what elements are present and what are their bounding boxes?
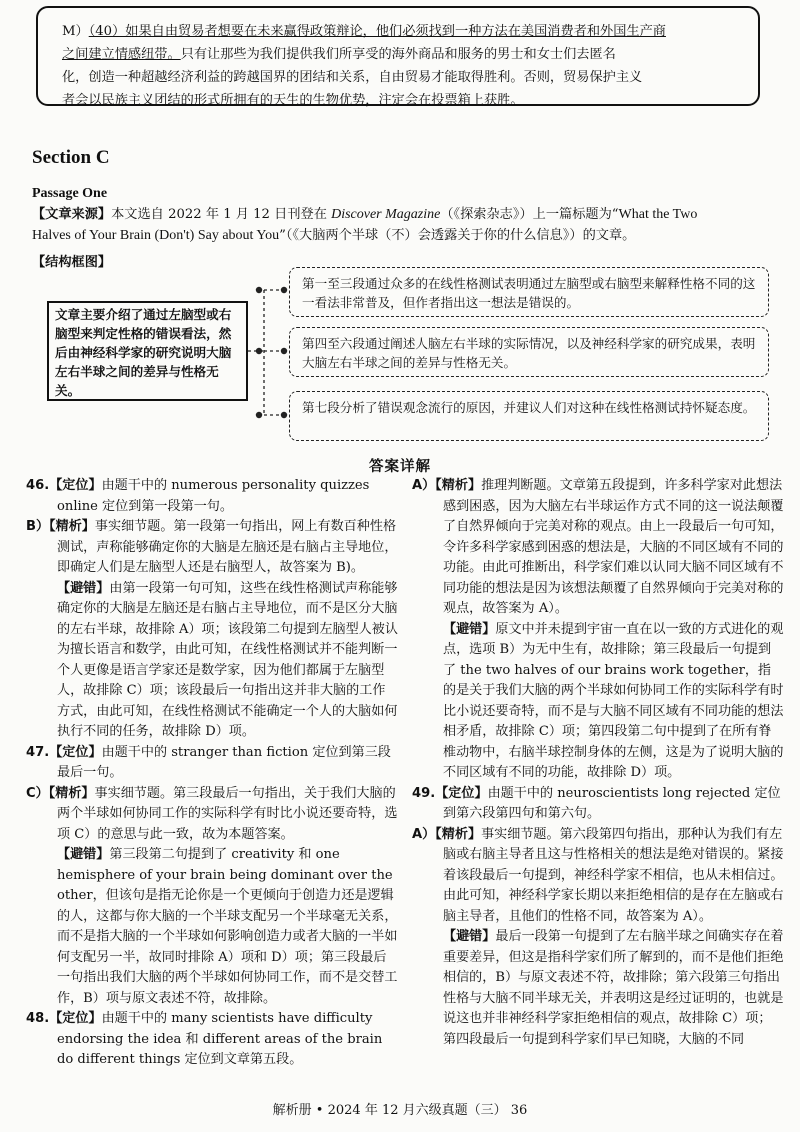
answer-paragraph: 46.【定位】由题干中的 numerous personality quizzes online 定位到第一段第一句。: [26, 478, 370, 514]
box-line-3: 化，创造一种超越经济利益的跨越国界的团结和关系，自由贸易才能取得胜利。否则，贸易保护主义: [62, 70, 643, 85]
structure-box-3: 第七段分析了错误观念流行的原因，并建议人们对这种在线性格测试持怀疑态度。: [289, 391, 769, 441]
answer-paragraph: 48.【定位】由题干中的 many scientists have difficulty endorsing the idea 和 different areas of the brain do different things 定位到文章第五段。: [26, 1011, 383, 1067]
right-column: [412, 476, 784, 1050]
page-footer: 解析册 • 2024 年 12 月六级真题（三） 36: [272, 1103, 528, 1118]
structure-main-box: 文章主要介绍了通过左脑型或右脑型来判定性格的错误看法，然后由神经科学家的研究说明大脑左右半球之间的差异与性格无关。: [47, 301, 248, 401]
previous-answer-box: [36, 6, 760, 106]
left-column: [26, 476, 398, 1071]
answer-paragraph: 【避错】第三段第二句提到了 creativity 和 one hemisphere of your brain being dominant over the other，但该句是指无论你是一个更倾向于创造力还是逻辑的人，这都与你大脑的一个半球支配另一个半球毫无关系，而不是指大脑的一个半球如何影响创造力或者大脑的一半如何支配另一半，故同时排除 A）项和 D）项；第三段最后一句指出我们大脑的两个半球如何协同工作，而不是交替工作，B）项与原文表述不符，故排除。: [57, 847, 398, 1006]
answer-paragraph: 49.【定位】由题干中的 neuroscientists long rejected 定位到第六段第四句和第六句。: [412, 785, 781, 821]
structure-box-2: 第四至六段通过阐述人脑左右半球的实际情况，以及神经科学家的研究成果，表明大脑左右半球之间的差异与性格无关。: [289, 327, 769, 377]
box-line-4: 者会以民族主义团结的形式所拥有的天生的生物优势，注定会在投票箱上获胜。: [62, 93, 524, 108]
answer-paragraph: 【避错】由第一段第一句可知，这些在线性格测试声称能够确定你的大脑是左脑还是右脑占主导地位，而不是区分大脑的左右半球，故排除 A）项；该段第二句提到左脑型人被认为擅长语言和数学，由此可知，在线性格测试并不能判断一个人更像是语言学家还是数学家，因为他们都属于左脑型人，故排除 C）项；该段最后一句指出这并非大脑的工作方式，由此可知，在线性格测试不能确定一个人的大脑如何执行不同的任务，故排除 D）项。: [57, 580, 398, 739]
answer-title: 答案详解: [369, 459, 431, 475]
article-source: 【文章来源】本文选自 2022 年 1 月 12 日刊登在 Discover Magazine（《探索杂志》）上一篇标题为“What the Two Halves of Your Brain (Don't) Say about You”（《大脑两个半球（不）会透露关于你的什么信息》）的文章。: [32, 207, 698, 243]
structure-label: 【结构框图】: [32, 255, 112, 270]
answer-paragraph: 【避错】原文中并未提到宇宙一直在以一致的方式进化的观点，选项 B）为无中生有，故排除；第三段最后一句提到了 the two halves of our brains work together，指的是关于我们大脑的两个半球如何协同工作的实际科学有时比小说还要奇特，而不是与大脑不同区域有不同功能的想法相矛盾，故排除 C）项；第四段第二句中提到了在所有脊椎动物中，右脑半球控制身体的左侧，这是为了说明大脑的不同区域有不同的功能，故排除 D）项。: [443, 621, 784, 780]
answer-paragraph: 【避错】最后一段第一句提到了左右脑半球之间确实存在着重要差异，但这是指科学家们所了解到的，而不是他们拒绝相信的，B）与原文表述不符，故排除；第六段第三句指出性格与大脑不同半球无关，并表明这是经过证明的，也就是说这也并非神经科学家拒绝相信的观点，故排除 C）项；第四段最后一句提到科学家们早已知晓，大脑的不同: [443, 929, 784, 1047]
answer-paragraph: C）【精析】事实细节题。第三段最后一句指出，关于我们大脑的两个半球如何协同工作的实际科学有时比小说还要奇特，选项 C）的意思与此一致，故为本题答案。: [26, 785, 398, 842]
section-title: Section C: [32, 147, 110, 168]
answer-paragraph: B）【精析】事实细节题。第一段第一句指出，网上有数百种性格测试，声称能够确定你的大脑是左脑还是右脑占主导地位，即确定人们是左脑型人还是右脑型人，故答案为 B)。: [26, 519, 398, 575]
answer-paragraph: 47.【定位】由题干中的 stranger than fiction 定位到第三段最后一句。: [26, 744, 391, 780]
structure-box-1: 第一至三段通过众多的在线性格测试表明通过左脑型或右脑型来解释性格不同的这一看法非常普及，但作者指出这一想法是错误的。: [289, 267, 769, 317]
box-line-2: 之间建立情感纽带。只有让那些为我们提供我们所享受的海外商品和服务的男士和女士们去匿名: [62, 47, 616, 62]
answer-paragraph: A）【精析】推理判断题。文章第五段提到，许多科学家对此想法感到困惑，因为大脑左右半球运作方式不同的这一说法颠覆了自然界倾向于完美对称的观点。由上一段最后一句可知，令许多科学家感到困惑的想法是，大脑的不同区域有不同的功能。由此可推断出，科学家们难以认同大脑不同区域有不同功能的想法是因为该想法颠覆了自然界倾向于完美对称的观点，故答案为 A）。: [412, 478, 784, 616]
passage-label: Passage One: [32, 186, 108, 201]
answer-paragraph: A）【精析】事实细节题。第六段第四句指出，那种认为我们有左脑或右脑主导者且这与性格相关的想法是绝对错误的。紧接着该段最后一句提到，神经科学家不相信，也从未相信过。由此可知，神经科学家长期以来拒绝相信的是存在左脑或右脑主导者，且他们的性格不同，故答案为 A）。: [412, 826, 784, 924]
box-line-1: M）（40）如果自由贸易者想要在未来赢得政策辩论，他们必须找到一种方法在美国消费者和外国生产商: [62, 24, 666, 39]
